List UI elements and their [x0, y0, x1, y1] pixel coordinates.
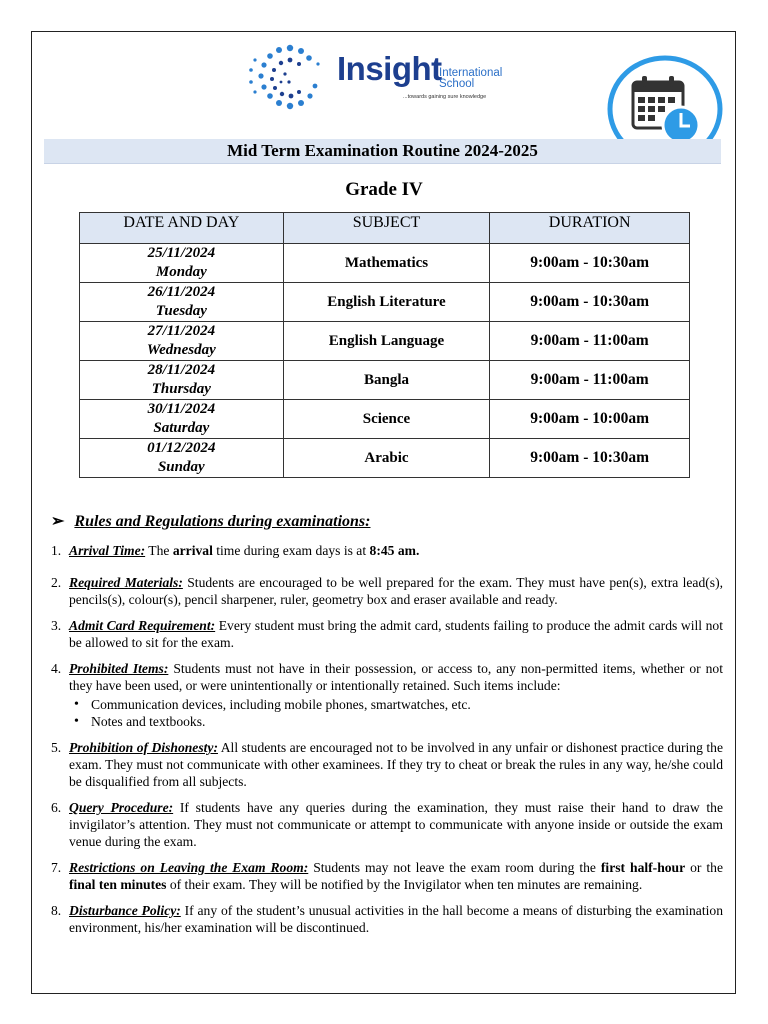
list-item: • Communication devices, including mobile phones, smartwatches, etc.	[69, 696, 723, 713]
rule-label: Disturbance Policy:	[69, 903, 181, 918]
rule-bold: 8:45 am.	[369, 543, 420, 558]
table-header-row	[80, 213, 690, 244]
rule-text: of their exam. They will be notified by the Invigilator when ten minutes are remaining.	[166, 877, 643, 892]
date-cell	[80, 244, 284, 283]
rule-text: The	[145, 543, 173, 558]
rule-label: Prohibited Items:	[69, 661, 169, 676]
duration-cell: 9:00am - 11:00am	[490, 322, 690, 361]
rule-label: Restrictions on Leaving the Exam Room:	[69, 860, 309, 875]
duration-cell: 9:00am - 10:30am	[490, 439, 690, 478]
subject-cell: Arabic	[283, 439, 490, 478]
rules-heading	[51, 511, 370, 531]
exam-routine-table	[79, 212, 690, 478]
rule-bold: arrival	[172, 543, 213, 558]
rule-text: Every student must bring the admit card, students failing to produce the admit cards will not be allowed to sit for the exam.	[69, 618, 723, 650]
table-row	[80, 400, 690, 439]
day: Tuesday	[155, 303, 207, 319]
rule-item	[51, 660, 723, 730]
date: 27/11/2024	[147, 323, 216, 339]
rule-item	[51, 542, 723, 559]
date: 30/11/2024	[147, 401, 216, 417]
logo-tagline: ...towards gaining sure knowledge	[403, 94, 487, 100]
day: Saturday	[153, 420, 210, 436]
subject-cell: Science	[283, 400, 490, 439]
list-item: • Notes and textbooks.	[69, 713, 723, 730]
rule-label: Query Procedure:	[69, 800, 174, 815]
table-row	[80, 244, 690, 283]
rule-bold: first half-hour	[600, 860, 686, 875]
rule-text: Students must not have in their possession, or access to, any non-permitted items, whether or not they have been used, or were unintentionally or intentionally retained. Such items include:	[69, 661, 723, 693]
column-header-subject: SUBJECT	[283, 213, 490, 244]
rule-label: Required Materials:	[69, 575, 183, 590]
day: Wednesday	[146, 342, 216, 358]
rule-item	[51, 902, 723, 936]
rule-label: Prohibition of Dishonesty:	[69, 740, 218, 755]
rule-text: All students are encouraged not to be involved in any unfair or dishonest practice during the exam. They must not communicate with other examinees. If they try to cheat or break the rules in any way, he/she could be disqualified from all subjects.	[69, 740, 724, 789]
date: 26/11/2024	[147, 284, 216, 300]
day: Thursday	[151, 381, 211, 397]
table-row	[80, 322, 690, 361]
rule-number: 8.	[51, 903, 62, 918]
duration-cell: 9:00am - 10:30am	[490, 244, 690, 283]
date-cell	[80, 322, 284, 361]
rule-item	[51, 739, 723, 790]
date: 25/11/2024	[147, 245, 216, 261]
duration-cell: 9:00am - 10:00am	[490, 400, 690, 439]
subject-cell: English Literature	[283, 283, 490, 322]
rule-text: If students have any queries during the examination, they must raise their hand to draw the invigilator’s attention. They must not communicate or attempt to communicate with anyone inside or outside the exam venue during the exam.	[69, 800, 723, 849]
day: Monday	[155, 264, 207, 280]
rule-number: 2.	[51, 575, 62, 590]
date: 01/12/2024	[147, 440, 216, 456]
school-logo-dots-icon	[245, 42, 335, 112]
rule-text: If any of the student’s unusual activities in the hall become a means of disturbing the examination environment, his/her examination will be discontinued.	[69, 903, 723, 935]
rule-item	[51, 799, 723, 850]
rule-number: 3.	[51, 618, 62, 633]
rule-label: Arrival Time:	[69, 543, 146, 558]
duration-cell: 9:00am - 10:30am	[490, 283, 690, 322]
rule-text: Students are encouraged to be well prepared for the exam. They must have pen(s), extra lead(s), pencils(s), colour(s), pencil sharpener, ruler, geometry box and eraser available and ready.	[69, 575, 724, 607]
day: Sunday	[157, 459, 205, 475]
rules-list	[51, 542, 723, 945]
table-row	[80, 439, 690, 478]
school-logo	[245, 42, 525, 112]
date: 28/11/2024	[147, 362, 216, 378]
rule-item	[51, 574, 723, 608]
subject-cell: English Language	[283, 322, 490, 361]
rule-bold: final ten minutes	[69, 877, 167, 892]
rules-heading-text: Rules and Regulations during examinations:	[74, 513, 371, 530]
logo-name: Insight	[337, 50, 442, 87]
logo-subtitle-line2: School	[439, 78, 475, 90]
rule-text: or the	[685, 860, 723, 875]
rule-number: 5.	[51, 740, 62, 755]
column-header-duration: DURATION	[490, 213, 690, 244]
rule-number: 4.	[51, 661, 62, 676]
logo-subtitle	[439, 68, 502, 90]
rule-number: 1.	[51, 543, 62, 558]
arrow-bullet-icon: ➢	[51, 513, 65, 530]
date-cell	[80, 400, 284, 439]
date-cell	[80, 283, 284, 322]
page-title: Mid Term Examination Routine 2024-2025	[44, 139, 721, 164]
column-header-date: DATE AND DAY	[80, 213, 284, 244]
rule-text: Students may not leave the exam room during the	[308, 860, 601, 875]
rule-label: Admit Card Requirement:	[69, 618, 216, 633]
rule-number: 7.	[51, 860, 62, 875]
duration-cell: 9:00am - 11:00am	[490, 361, 690, 400]
rule-item	[51, 859, 723, 893]
subject-cell: Bangla	[283, 361, 490, 400]
date-cell	[80, 439, 284, 478]
grade-heading: Grade IV	[345, 179, 423, 200]
rule-text: time during exam days is at	[212, 543, 370, 558]
prohibited-items-list	[69, 696, 723, 730]
table-row	[80, 361, 690, 400]
logo-subtitle-line1: International	[439, 67, 503, 79]
subject-cell: Mathematics	[283, 244, 490, 283]
table-row	[80, 283, 690, 322]
rule-item	[51, 617, 723, 651]
date-cell	[80, 361, 284, 400]
rule-number: 6.	[51, 800, 62, 815]
